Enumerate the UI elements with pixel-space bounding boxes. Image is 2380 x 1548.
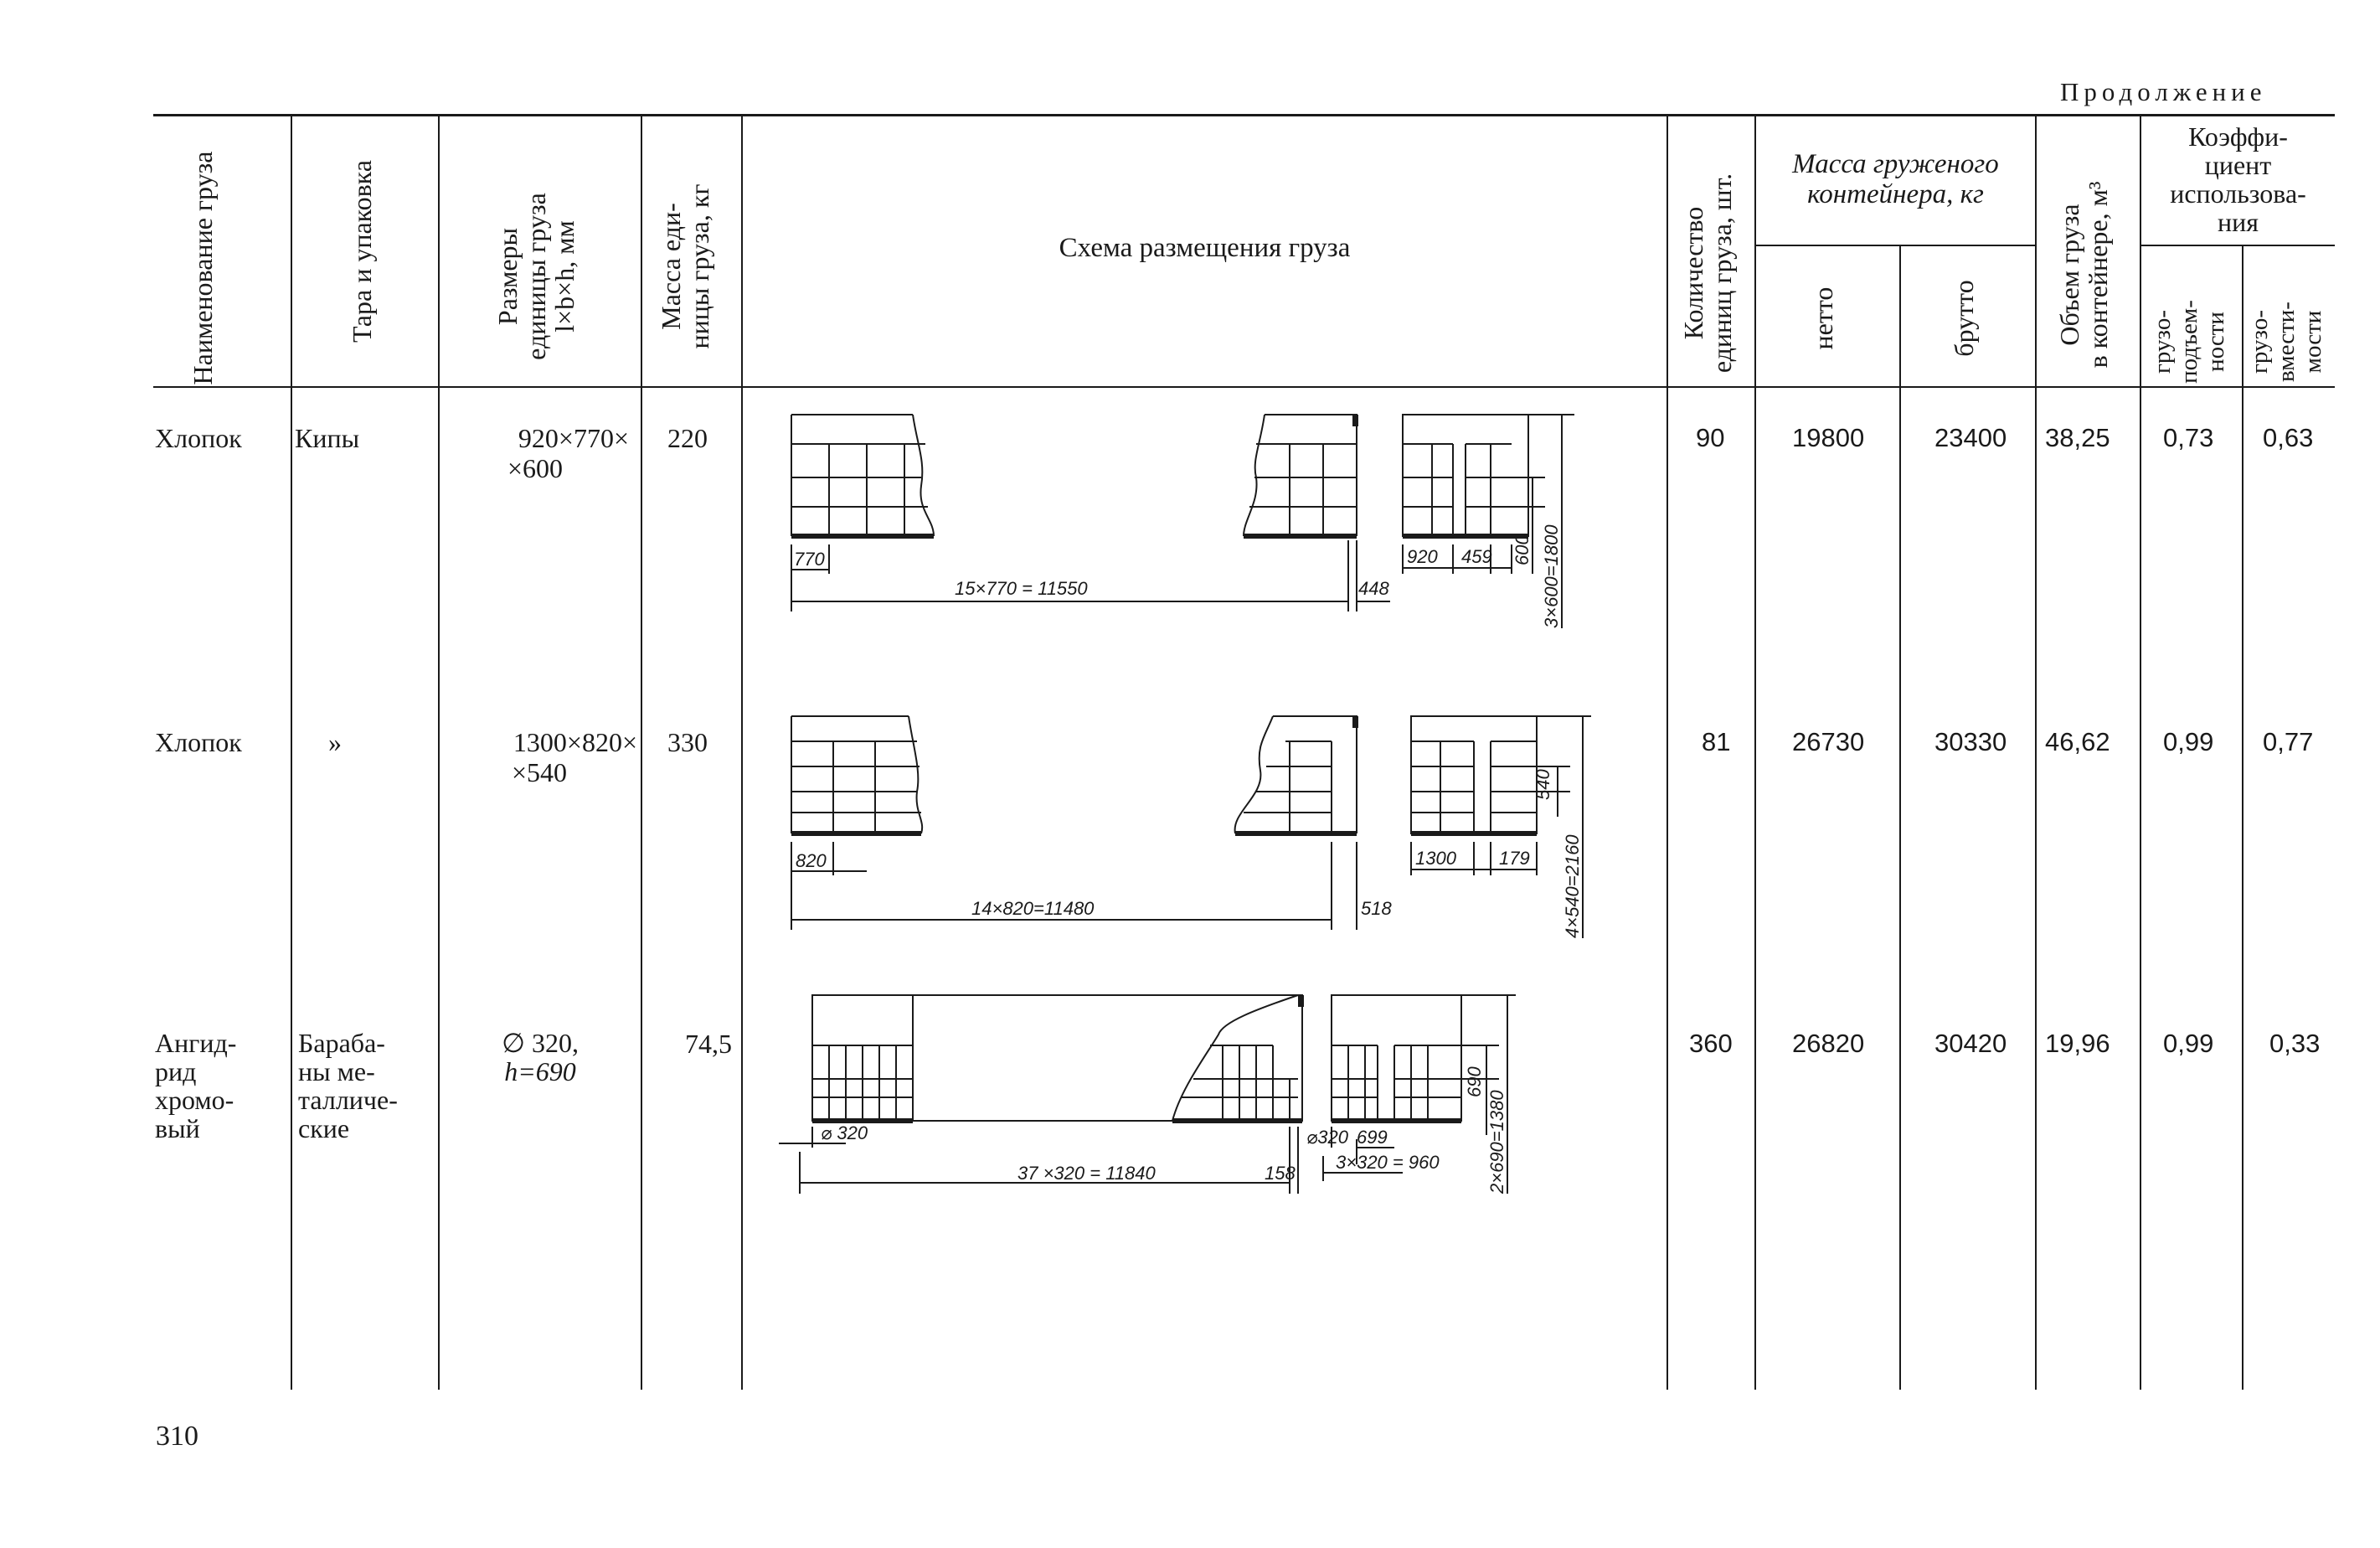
row3-name: Ангид- рид хромо- вый <box>155 1028 237 1143</box>
row1-dim-gap-side: 459 <box>1461 546 1492 567</box>
row2-gross: 30330 <box>1934 727 2007 756</box>
row1-dim-stack: 3×600=1800 <box>1541 524 1562 628</box>
row2-scheme-diagram <box>754 695 1658 947</box>
col-rule-2 <box>438 116 440 1390</box>
row1-dim-gap: 448 <box>1358 578 1389 599</box>
row2-coef-lift: 0,99 <box>2163 727 2214 756</box>
col-rule-8 <box>2035 116 2037 1390</box>
row1-gross: 23400 <box>1934 423 2007 452</box>
row2-net: 26730 <box>1792 727 1865 756</box>
row2-end-view <box>1411 716 1591 938</box>
row2-dim-height: 540 <box>1533 769 1553 800</box>
col-rule-6 <box>1754 116 1756 1390</box>
row2-dim-stack: 4×540=2160 <box>1562 834 1583 938</box>
row3-dims: ∅ 320, h=690 <box>502 1028 579 1086</box>
continuation-label: Продолжение <box>2060 77 2267 106</box>
col-rule-7 <box>1899 246 1901 1390</box>
row2-dim-gap: 518 <box>1361 898 1392 919</box>
row1-side-view <box>791 415 1358 536</box>
row1-scheme-diagram <box>754 394 1658 645</box>
row3-coef-cap: 0,33 <box>2269 1029 2321 1058</box>
row3-scheme-diagram <box>754 988 1658 1240</box>
row2-dims: 1300×820× ×540 <box>511 727 637 787</box>
row3-coef-lift: 0,99 <box>2163 1029 2214 1058</box>
table-top-rule <box>153 114 2335 116</box>
col-rule-3 <box>641 116 642 1390</box>
row1-coef-cap: 0,63 <box>2263 423 2314 452</box>
col-rule-10 <box>2242 246 2243 1390</box>
header-dims: Размеры единицы груза l×b×h, мм <box>492 193 580 360</box>
row3-dim-width: ⌀320 <box>1306 1127 1348 1148</box>
header-loaded-mass: Масса груженого контейнера, кг <box>1792 149 1999 209</box>
header-bottom-rule <box>153 386 2335 388</box>
row2-name: Хлопок <box>155 727 242 757</box>
row1-volume: 38,25 <box>2045 423 2110 452</box>
header-scheme: Схема размещения груза <box>1059 233 1351 263</box>
row1-dims: 920×770× ×600 <box>507 423 629 483</box>
row1-net: 19800 <box>1792 423 1865 452</box>
row1-side-dimensions <box>791 540 1390 611</box>
header-coef-lift: грузо- подъем- ности <box>2149 300 2229 384</box>
col-rule-5 <box>1667 116 1668 1390</box>
row1-coef-lift: 0,73 <box>2163 423 2214 452</box>
col-rule-4 <box>741 116 743 1390</box>
row3-dim-gap: 158 <box>1265 1163 1296 1184</box>
row1-packaging: Кипы <box>295 423 360 453</box>
row2-side-dimensions <box>791 842 1392 930</box>
row1-quantity: 90 <box>1696 423 1725 452</box>
row3-unit-mass: 74,5 <box>685 1029 732 1059</box>
header-net: нетто <box>1808 286 1838 350</box>
row2-unit-mass: 330 <box>667 727 708 757</box>
row3-dim-length: 37 ×320 = 11840 <box>1017 1163 1156 1184</box>
row1-name: Хлопок <box>155 423 242 453</box>
header-packaging: Тара и упаковка <box>347 160 377 343</box>
col-rule-9 <box>2140 116 2141 1390</box>
header-quantity: Количество единиц груза, шт. <box>1678 173 1737 374</box>
row3-dim-height: 690 <box>1464 1066 1485 1097</box>
row1-dim-height: 600 <box>1512 534 1533 565</box>
row3-dim-gap-side: 699 <box>1357 1127 1388 1148</box>
row1-dim-unit: 770 <box>794 549 825 570</box>
row2-coef-cap: 0,77 <box>2263 727 2314 756</box>
row1-dim-length: 15×770 = 11550 <box>955 578 1088 599</box>
row3-dim-stack: 2×690=1380 <box>1486 1090 1507 1194</box>
row1-dim-width: 920 <box>1407 546 1438 567</box>
mass-subheader-rule <box>1754 245 2035 246</box>
row2-dim-unit: 820 <box>796 850 827 871</box>
header-unit-mass: Масса еди- ницы груза, кг <box>656 183 714 349</box>
row3-end-view <box>1306 995 1516 1195</box>
row3-net: 26820 <box>1792 1029 1865 1058</box>
col-rule-1 <box>291 116 292 1390</box>
row1-end-view <box>1403 415 1574 628</box>
header-coef-cap: грузо- вмести- мости <box>2246 302 2326 382</box>
row3-dim-unit: ⌀ 320 <box>821 1122 868 1143</box>
header-gross: брутто <box>1949 280 1979 357</box>
page-number: 310 <box>156 1421 198 1452</box>
row3-gross: 30420 <box>1934 1029 2007 1058</box>
row1-unit-mass: 220 <box>667 423 708 453</box>
coef-subheader-rule <box>2140 245 2335 246</box>
row3-quantity: 360 <box>1689 1029 1733 1058</box>
header-volume: Объем груза в контейнере, м³ <box>2054 181 2113 369</box>
row2-packaging: » <box>328 727 342 757</box>
row2-dim-length: 14×820=11480 <box>971 898 1095 919</box>
row3-dim-row: 3×320 = 960 <box>1336 1152 1440 1173</box>
row3-side-dimensions <box>779 1122 1298 1194</box>
row3-packaging: Бараба- ны ме- талличе- ские <box>298 1028 398 1143</box>
row3-side-view <box>812 995 1304 1121</box>
row2-dim-gap-side: 179 <box>1499 848 1530 869</box>
header-coef: Коэффи- циент использова- ния <box>2170 121 2306 237</box>
row2-dim-width: 1300 <box>1415 848 1456 869</box>
row2-quantity: 81 <box>1702 727 1731 756</box>
header-name: Наименование груза <box>188 151 218 385</box>
row2-volume: 46,62 <box>2045 727 2110 756</box>
row3-volume: 19,96 <box>2045 1029 2110 1058</box>
row2-side-view <box>791 716 1358 833</box>
